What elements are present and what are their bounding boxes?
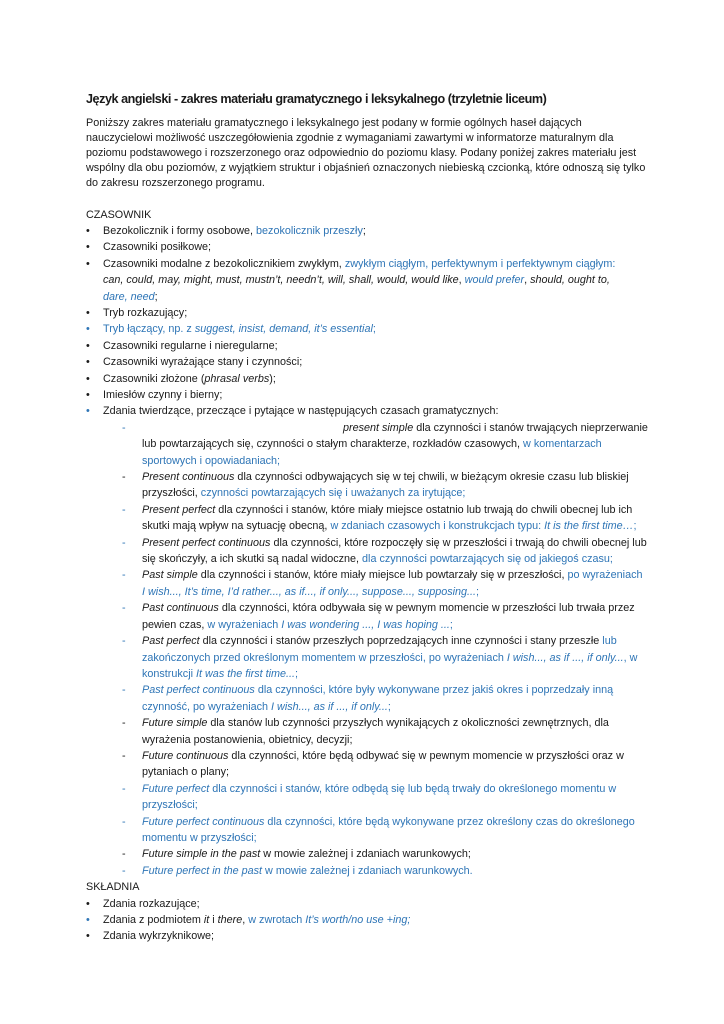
tense-item: - Past continuous dla czynności, która odbywała się w pewnym momencie w przeszłości lub trwała przez pewien czas, w wyrażeniach I was wondering ..., I was hoping ...; xyxy=(103,600,648,633)
list-item: • Bezokolicznik i formy osobowe, bezokolicznik przeszły; xyxy=(86,223,648,239)
tense-item: - present simple dla czynności i stanów trwających nieprzerwanie lub powtarzających się, czynności o stałym charakterze, rozkładów czasowych, w komentarzach sportowych i opowiadaniach; xyxy=(103,420,648,469)
tense-item: - Future perfect continuous dla czynności, które będą wykonywane przez określony czas do określonego momentu w przyszłości; xyxy=(103,814,648,847)
section-skladnia xyxy=(86,879,648,945)
tense-item: - Future perfect in the past w mowie zależnej i zdaniach warunkowych. xyxy=(103,863,648,879)
tense-item: - Present perfect continuous dla czynności, które rozpoczęły się w przeszłości i trwają do chwili obecnej lub się skończyły, a ich skutki są nadal widoczne, dla czynności powtarzających się od jakiegoś czasu; xyxy=(103,535,648,568)
tense-item: - Present perfect dla czynności i stanów, które miały miejsce ostatnio lub trwają do chwili obecnej lub ich skutki mają wpływ na sytuację obecną, w zdaniach czasowych i konstrukcjach typu: It is the first time…; xyxy=(103,502,648,535)
bullet-list xyxy=(86,223,648,879)
list-item: • Czasowniki regularne i nieregularne; xyxy=(86,338,648,354)
tense-item: - Past simple dla czynności i stanów, które miały miejsce lub powtarzały się w przeszłości, po wyrażeniach I wish..., It’s time, I’d rather..., as if..., if only..., suppose..., supposing...; xyxy=(103,567,648,600)
list-item: • Czasowniki modalne z bezokolicznikiem zwykłym, zwykłym ciągłym, perfektywnym i perfektywnym ciągłym: can, could, may, might, must, mustn’t, needn’t, will, shall, would, would like, would prefer, should, ought to, dare, need; xyxy=(86,256,648,305)
list-item: • Czasowniki wyrażające stany i czynności; xyxy=(86,354,648,370)
list-item: • Zdania rozkazujące; xyxy=(86,896,648,912)
tense-item: - Future continuous dla czynności, które będą odbywać się w pewnym momencie w przyszłości oraz w pytaniach o plany; xyxy=(103,748,648,781)
list-item: • Czasowniki posiłkowe; xyxy=(86,239,648,255)
list-item: • Zdania wykrzyknikowe; xyxy=(86,928,648,944)
tense-item: - Future perfect dla czynności i stanów, które odbędą się lub będą trwały do określonego momentu w przyszłości; xyxy=(103,781,648,814)
tense-item: - Past perfect continuous dla czynności, które były wykonywane przez jakiś okres i poprzedzały inną czynność, po wyrażeniach I wish..., as if ..., if only...; xyxy=(103,682,648,715)
tense-item: - Present continuous dla czynności odbywających się w tej chwili, w bieżącym okresie czasu lub bliskiej przyszłości, czynności powtarzających się i uważanych za irytujące; xyxy=(103,469,648,502)
section-heading: SKŁADNIA xyxy=(86,881,140,894)
list-item: • Imiesłów czynny i bierny; xyxy=(86,387,648,403)
list-item: • Czasowniki złożone (phrasal verbs); xyxy=(86,371,648,387)
bullet-list xyxy=(86,896,648,945)
list-item: • Zdania z podmiotem it i there, w zwrotach It’s worth/no use +ing; xyxy=(86,912,648,928)
tense-item: - Future simple in the past w mowie zależnej i zdaniach warunkowych; xyxy=(103,846,648,862)
intro-paragraph: Poniższy zakres materiału gramatycznego i leksykalnego jest podany w formie ogólnych haseł dających nauczycielowi możliwość uszczegółowienia zgodnie z wymaganiami zawartymi w informatorze maturalnym dla poziomu podstawowego i rozszerzonego oraz odpowiednio do poziomu klasy. Podany poniżej zakres materiału jest wspólny dla obu poziomów, z wyjątkiem struktur i objaśnień oznaczonych niebieską czcionką, które odnoszą się tylko do zakresu rozszerzonego programu. xyxy=(86,117,646,189)
document-title: Język angielski - zakres materiału gramatycznego i leksykalnego (trzyletnie liceum) xyxy=(86,92,547,106)
list-item: • Zdania twierdzące, przeczące i pytające w następujących czasach gramatycznych: - present simple dla czynności i stanów trwających nieprzerwanie lub powtarzających się, czynności o stałym charakterze, rozkładów czasowych, w komentarzach sportowych i opowiadaniach; - Present continuous dla czynności odbywających się w tej chwili, w bieżącym okresie czasu lub bliskiej przyszłości, czynności powtarzających się i uważanych za irytujące; - Present perfect dla czynności i stanów, które miały miejsce ostatnio lub trwają do chwili obecnej lub ich skutki mają wpływ na sytuację obecną, w zdaniach czasowych i konstrukcjach typu: It is the first time…; - Present perfect continuous dla czynności, które rozpoczęły się w przeszłości i trwają do chwili obecnej lub się skończyły, a ich skutki są nadal widoczne, dla czynności powtarzających się od jakiegoś czasu; - Past simple dla czynności i stanów, które miały miejsce lub powtarzały się w przeszłości, po wyrażeniach I wish..., It’s time, I’d rather..., as if..., if only..., suppose..., supposing...; - Past continuous dla czynności, która odbywała się w pewnym momencie w przeszłości lub trwała przez pewien czas, w wyrażeniach I was wondering ..., I was hoping ...; - Past perfect dla czynności i stanów przeszłych poprzedzających inne czynności i stany przeszłe lub zakończonych przed określonym momentem w przeszłości, po wyrażeniach I wish..., as if ..., if only..., w konstrukcji It was the first time...; - Past perfect continuous dla czynności, które były wykonywane przez jakiś okres i poprzedzały inną czynność, po wyrażeniach I wish..., as if ..., if only...; - Future simple dla stanów lub czynności przyszłych wynikających z okoliczności zewnętrznych, dla wyrażenia postanowienia, obietnicy, decyzji; - Future continuous dla czynności, które będą odbywać się w pewnym momencie w przyszłości oraz w pytaniach o plany; - Future perfect dla czynności i stanów, które odbędą się lub będą trwały do określonego momentu w przyszłości; - Future perfect continuous dla czynności, które będą wykonywane przez określony czas do określonego momentu w przyszłości; - Future simple in the past w mowie zależnej i zdaniach warunkowych; - Future perfect in the past w mowie zależnej i zdaniach warunkowych. xyxy=(86,403,648,879)
list-item: • Tryb rozkazujący; xyxy=(86,305,648,321)
tense-item: - Future simple dla stanów lub czynności przyszłych wynikających z okoliczności zewnętrznych, dla wyrażenia postanowienia, obietnicy, decyzji; xyxy=(103,715,648,748)
document-page xyxy=(86,92,648,945)
tense-item: - Past perfect dla czynności i stanów przeszłych poprzedzających inne czynności i stany przeszłe lub zakończonych przed określonym momentem w przeszłości, po wyrażeniach I wish..., as if ..., if only..., w konstrukcji It was the first time...; xyxy=(103,633,648,682)
tense-list xyxy=(103,420,648,879)
list-item: • Tryb łączący, np. z suggest, insist, demand, it’s essential; xyxy=(86,321,648,337)
section-czasownik xyxy=(86,207,648,880)
section-heading: CZASOWNIK xyxy=(86,208,152,221)
